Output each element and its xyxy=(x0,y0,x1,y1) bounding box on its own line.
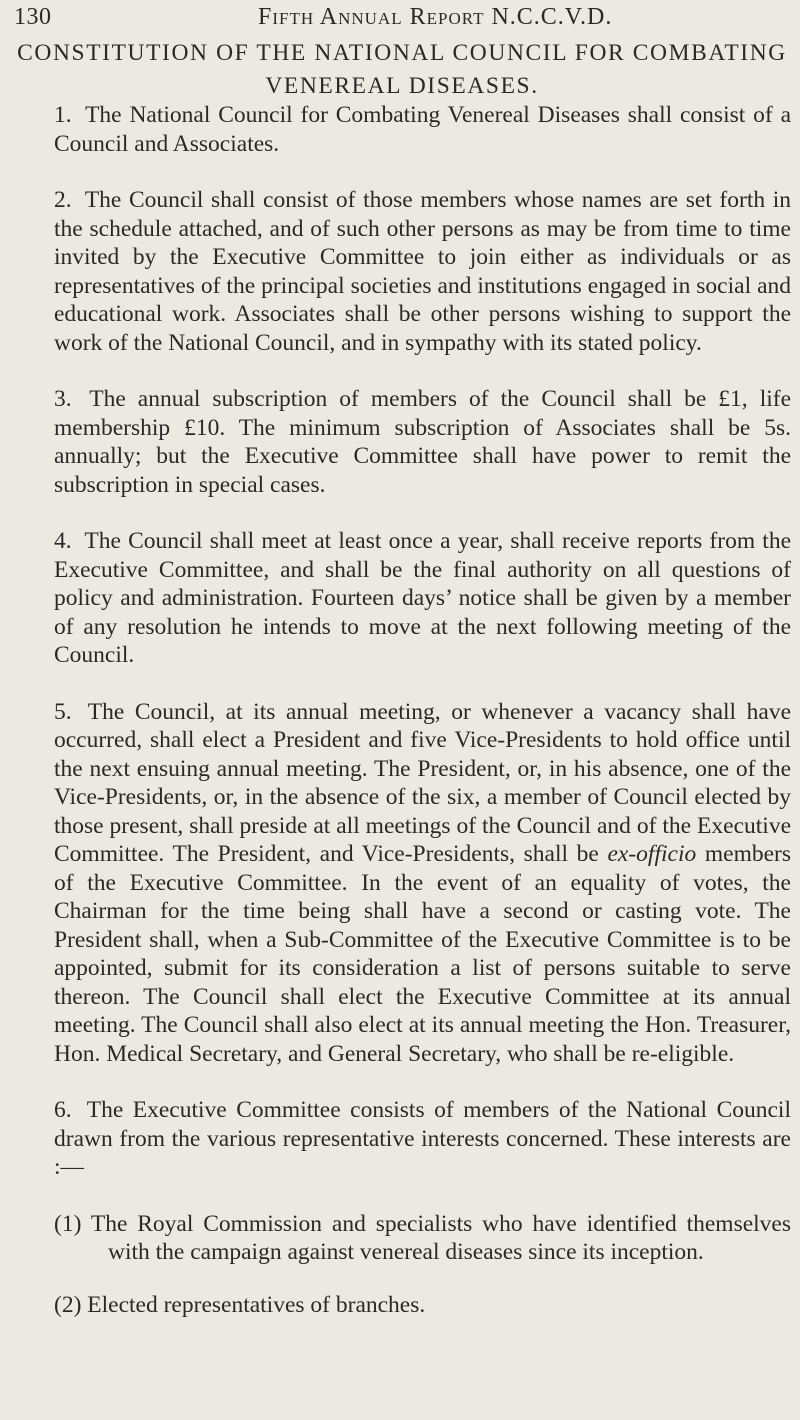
paragraph-number: 4. xyxy=(54,528,72,554)
sub-item-text: The Royal Commission and specialists who have identified themselves with the campaign against venereal diseases since its inception. xyxy=(90,1210,792,1265)
paragraph-number: 6. xyxy=(54,1097,72,1123)
sub-item-text: Elected representatives of branches. xyxy=(87,1291,426,1318)
paragraph-text: The National Council for Combating Venereal Diseases shall consist of a Council and Associates. xyxy=(54,102,792,157)
page-number: 130 xyxy=(14,4,52,30)
paragraph-number: 1. xyxy=(54,102,72,128)
paragraph-text-italic: ex-officio xyxy=(607,841,697,867)
paragraph-4 xyxy=(54,527,791,670)
paragraph-number: 3. xyxy=(54,386,72,412)
paragraph-number: 2. xyxy=(54,187,72,213)
paragraph-3 xyxy=(54,385,791,499)
sub-item-2 xyxy=(14,1291,791,1320)
body-text xyxy=(54,101,791,1343)
running-title: Fifth Annual Report N.C.C.V.D. xyxy=(258,4,613,30)
paragraph-number: 5. xyxy=(54,698,72,725)
paragraph-text-before: The Council, at its annual meeting, or whenever a vacancy shall have occurred, shall elect a President and five Vice-Presidents to hold office until the next ensuing annual meeting. The President, or, in his absence, one of the Vice-Presidents, or, in the absence of the six, a member of Council elected by those present, shall preside at all meetings of the Council and of the Executive Committee. The President, and Vice-Presidents, shall be xyxy=(54,698,791,867)
paragraph-text: The Council shall consist of those members whose names are set forth in the schedule attached, and of such other persons as may be from time to time invited by the Executive Committee to join either as individuals or as representatives of the principal societies and institutions engaged in social and educational work. Associates shall be other persons wishing to support the work of the National Council, and in sympathy with its stated policy. xyxy=(54,187,792,356)
sub-item-1 xyxy=(14,1210,791,1267)
paragraph-2 xyxy=(54,186,791,357)
paragraph-text: The Council shall meet at least once a year, shall receive reports from the Executive Committee, and shall be the final authority on all questions of policy and administration. Fourteen days’ notice shall be given by a member of any resolution he intends to move at the next following meeting of the Council. xyxy=(54,528,792,668)
paragraph-text: The Executive Committee consists of members of the National Council drawn from the various representative interests concerned. These interests are :— xyxy=(54,1097,791,1180)
paragraph-text: The annual subscription of members of the Council shall be £1, life membership £10. The minimum subscription of Associates shall be 5s. annually; but the Executive Committee shall have power to remit the subscription in special cases. xyxy=(54,386,792,498)
paragraph-5 xyxy=(54,698,791,1069)
section-title: CONSTITUTION OF THE NATIONAL COUNCIL FOR COMBATING VENEREAL DISEASES. xyxy=(17,40,787,99)
paragraph-text-after: members of the Executive Committee. In the event of an equality of votes, the Chairman for the time being shall have a second or casting vote. The President shall, when a Sub-Committee of the Executive Committee is to be appointed, submit for its consideration a list of persons suitable to serve thereon. The Council shall elect the Executive Committee at its annual meeting. The Council shall also elect at its annual meeting the Hon. Treasurer, Hon. Medical Secretary, and General Secretary, who shall be re-eligible. xyxy=(54,841,792,1067)
sub-item-number: (1) xyxy=(54,1210,82,1237)
sub-item-number: (2) xyxy=(54,1291,82,1318)
paragraph-6 xyxy=(54,1096,791,1182)
paragraph-1 xyxy=(54,101,791,158)
